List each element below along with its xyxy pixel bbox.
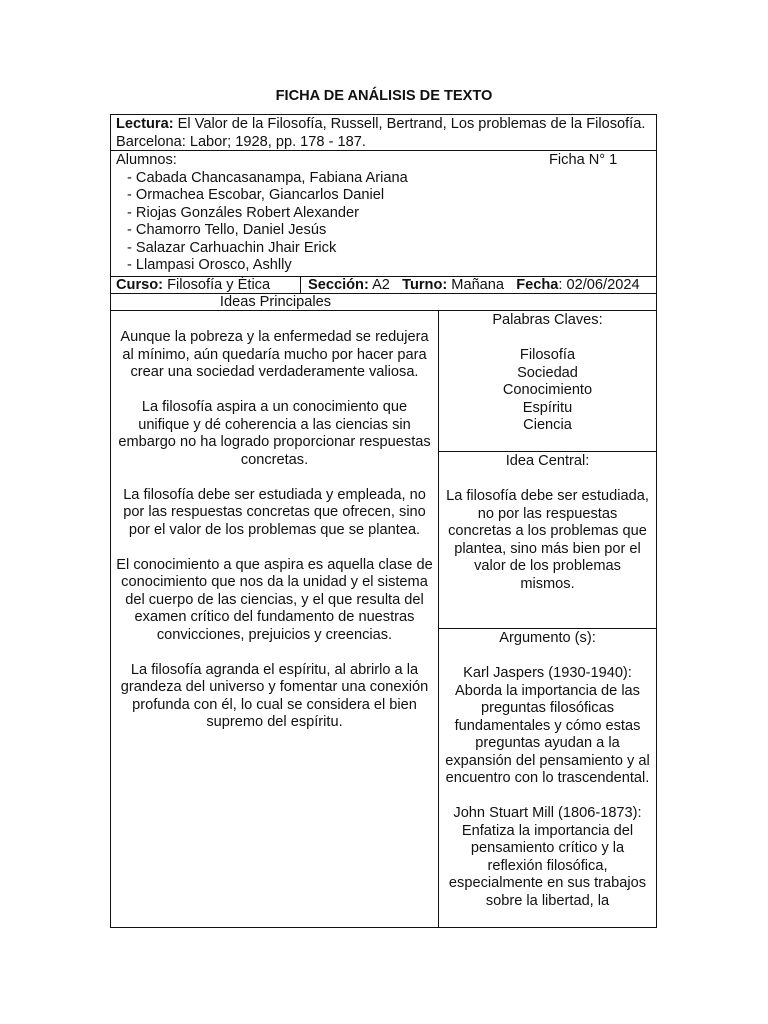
curso-field (116, 277, 270, 295)
turno-label: Turno: (402, 277, 448, 293)
palabras-heading: Palabras Claves: (492, 312, 603, 328)
fecha-label: Fecha (516, 277, 559, 293)
lectura-text: El Valor de la Filosofía, Russell, Bertrand, Los problemas de la Filosofía. Barcelona: Labor; 1928, pp. 178 - 187. (116, 116, 646, 150)
keyword-item: Filosofía (519, 347, 576, 363)
student-item: - Riojas Gonzáles Robert Alexander (127, 204, 359, 221)
document-title: FICHA DE ANÁLISIS DE TEXTO (275, 88, 493, 104)
central-heading: Idea Central: (505, 453, 590, 469)
idea-paragraph: La filosofía debe ser estudiada y empleada, no por las respuestas concretas que ofrecen, sino por el valor de los problemas que se plantea. (123, 486, 426, 538)
argumento-heading: Argumento (s): (499, 630, 596, 646)
student-item: - Ormachea Escobar, Giancarlos Daniel (127, 187, 385, 203)
seccion-label: Sección: (308, 277, 369, 293)
section-info (308, 277, 640, 295)
idea-paragraph: La filosofía aspira a un conocimiento que unifique y dé coherencia a las ciencias sin embargo no ha logrado proporcionar respuestas concretas. (118, 399, 431, 468)
student-item: - Salazar Carhuachin Jhair Erick (127, 239, 337, 256)
keyword-item: Conocimiento (502, 382, 593, 398)
student-item: - Llampasi Orosco, Ashlly (127, 257, 292, 273)
student-item: - Cabada Chancasanampa, Fabiana Ariana (127, 169, 408, 186)
idea-paragraph: La filosofía agranda el espíritu, al abrirlo a la grandeza del universo y fomentar una conexión profunda con él, lo cual se considera el bien supremo del espíritu. (120, 661, 429, 730)
turno-value: Mañana (451, 277, 505, 293)
argument-text: Aborda la importancia de las preguntas filosóficas fundamentales y cómo estas preguntas ayudan a la expansión del pensamiento y al encuentro con lo trascendental. (445, 682, 650, 786)
keyword-item: Sociedad (517, 364, 578, 381)
idea-central-cell (438, 451, 657, 629)
idea-paragraph: Aunque la pobreza y la enfermedad se redujera al mínimo, aún quedaría mucho por hacer para crear una sociedad verdaderamente valiosa. (120, 329, 429, 380)
lectura-label: Lectura: (116, 116, 174, 132)
lectura-cell (110, 114, 657, 151)
ideas-heading-row (110, 293, 657, 311)
keyword-item: Espíritu (522, 399, 573, 416)
student-list (116, 170, 651, 275)
palabras-claves-cell (438, 310, 657, 452)
ideas-heading: Ideas Principales (219, 294, 332, 310)
argumento-cell (438, 628, 657, 928)
seccion-value: A2 (372, 277, 390, 293)
idea-paragraph: El conocimiento a que aspira es aquella clase de conocimiento que nos da la unidad y el sistema del cuerpo de las ciencias, y el que resulta del examen crítico del fundamento de nuestras convicciones, prejuicios y creencias. (116, 556, 433, 643)
ficha-number: Ficha N° 1 (549, 152, 618, 168)
curso-label: Curso: (116, 277, 164, 293)
course-info-row (110, 276, 657, 294)
ideas-principales-cell (110, 310, 439, 928)
alumnos-cell (110, 150, 657, 277)
keyword-item: Ciencia (523, 417, 572, 433)
student-item: - Chamorro Tello, Daniel Jesús (127, 222, 327, 238)
argument-author: Karl Jaspers (1930-1940): (463, 665, 632, 681)
curso-value: Filosofía y Ética (167, 277, 271, 293)
argument-text: Enfatiza la importancia del pensamiento crítico y la reflexión filosófica, especialmente en sus trabajos sobre la libertad, la (448, 822, 647, 909)
argument-author: John Stuart Mill (1806-1873): (453, 805, 642, 821)
fecha-value: : 02/06/2024 (558, 277, 640, 293)
central-text: La filosofía debe ser estudiada, no por las respuestas concretas a los problemas que plantea, sino más bien por el valor de los problemas mismos. (446, 488, 649, 592)
alumnos-label: Alumnos: (116, 152, 177, 168)
cell-divider (300, 276, 301, 294)
